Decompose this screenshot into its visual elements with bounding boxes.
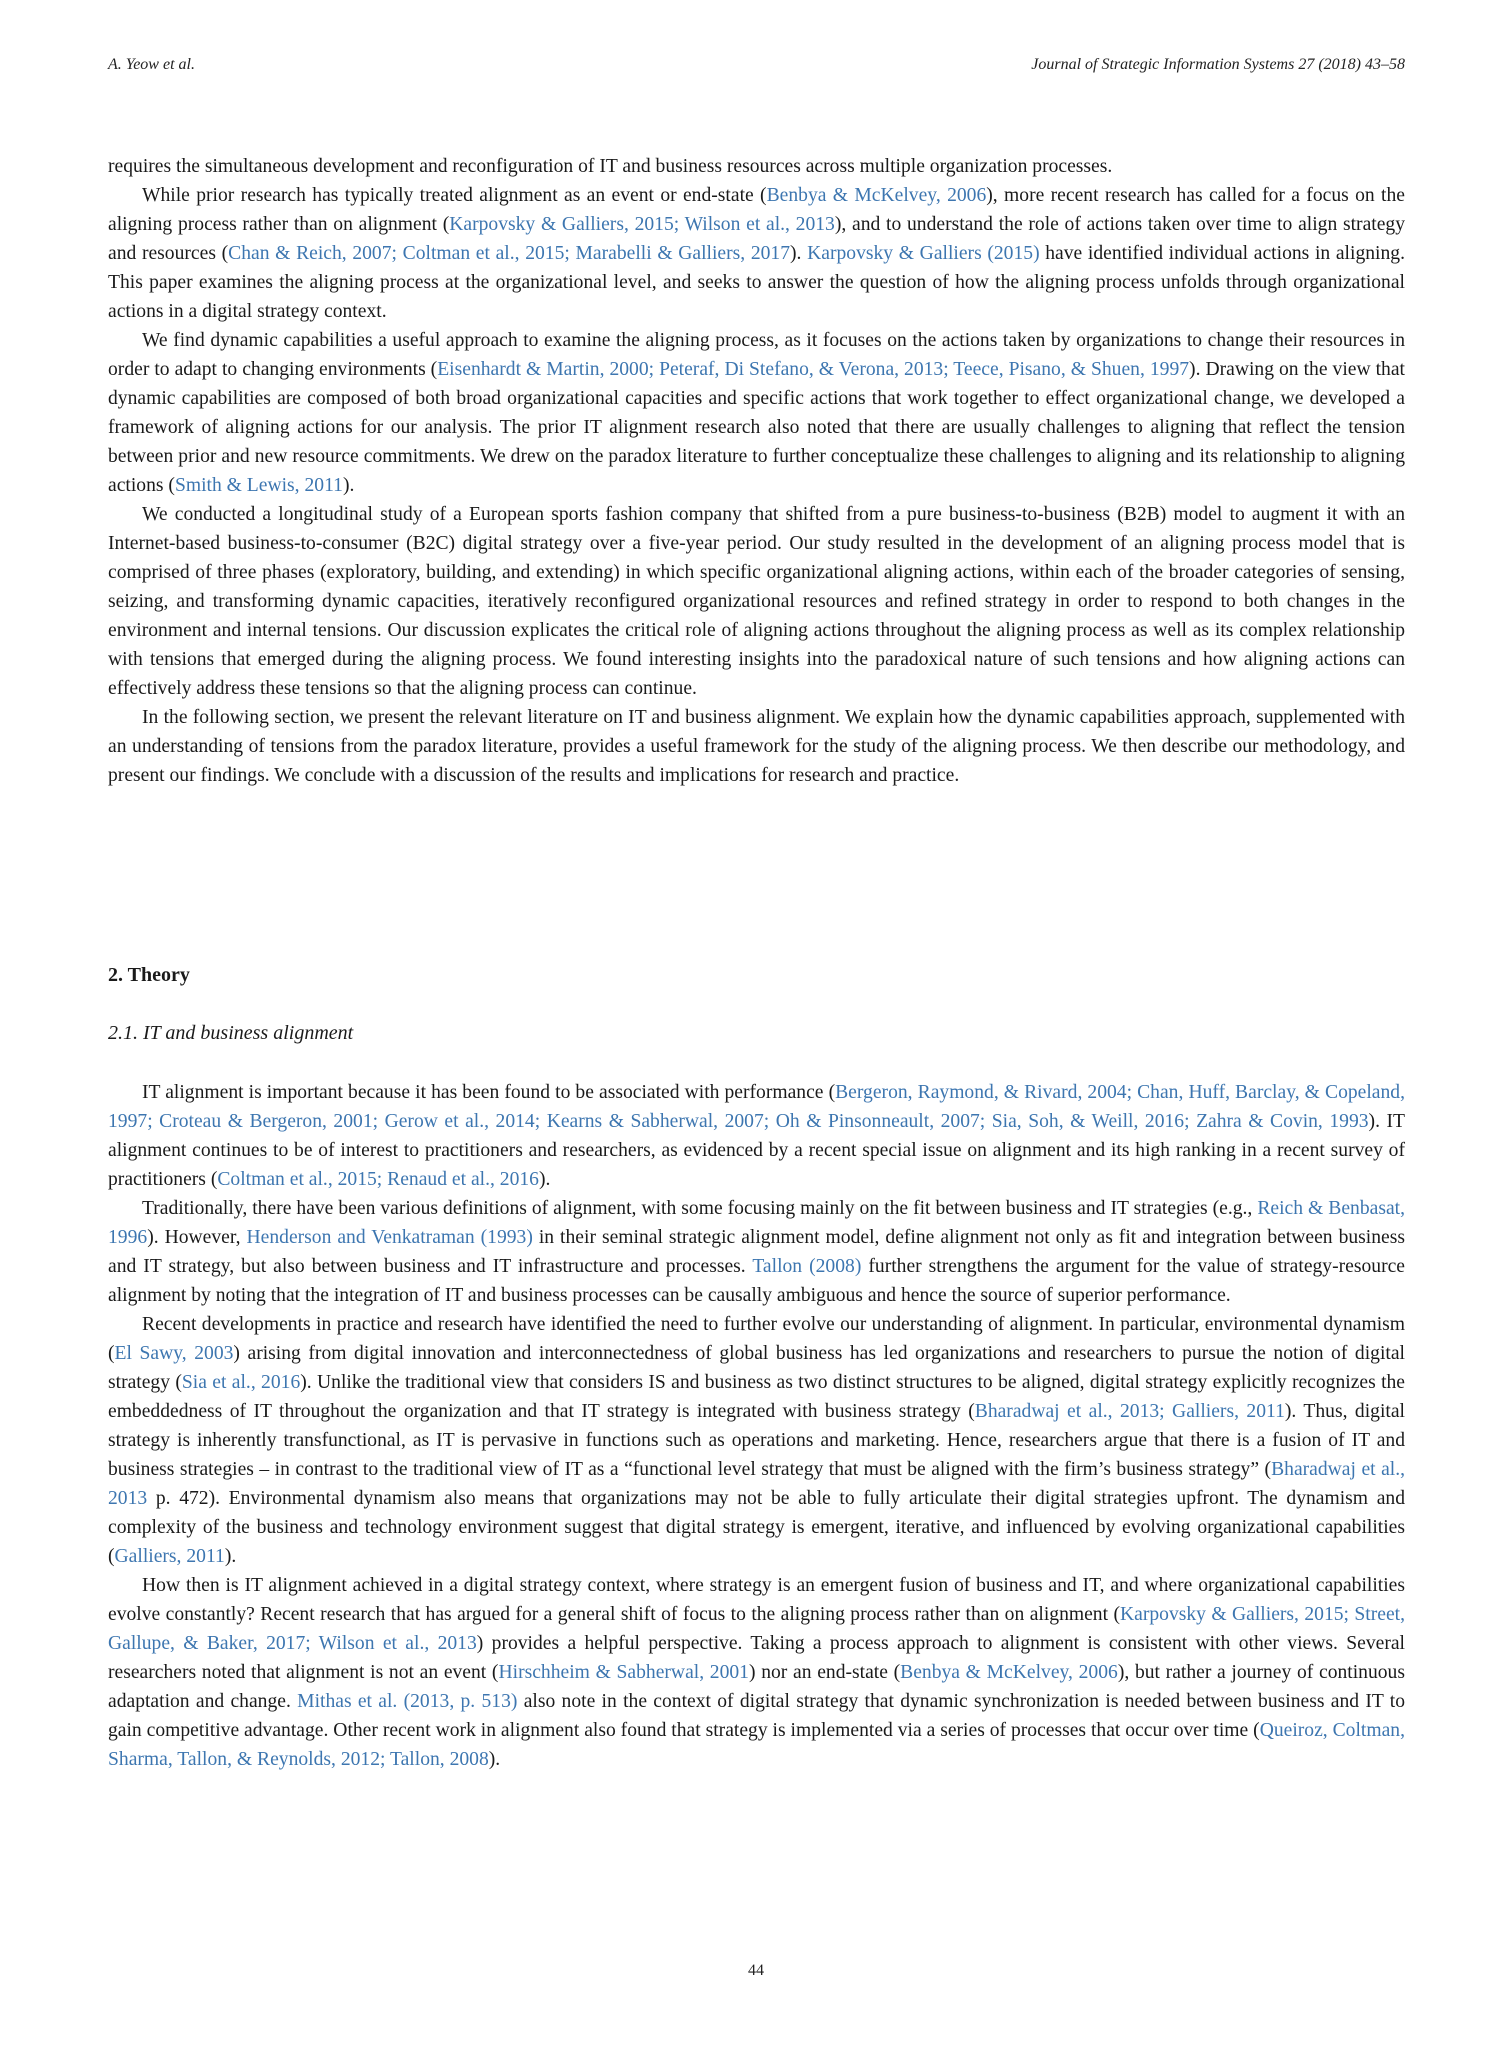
- citation-link[interactable]: Sia et al., 2016: [181, 1372, 301, 1393]
- citation-link[interactable]: Hirschheim & Sabherwal, 2001: [498, 1662, 749, 1683]
- paragraph: Recent developments in practice and research have identified the need to further evolve our understanding of alignment. In particular, environmental dynamism (El Sawy, 2003) arising from digital innovation and interconnectedness of global business has led organizations and researchers to pursue the notion of digital strategy (Sia et al., 2016). Unlike the traditional view that considers IS and business as two distinct structures to be aligned, digital strategy explicitly recognizes the embeddedness of IT throughout the organization and that IT strategy is integrated with business strategy (Bharadwaj et al., 2013; Galliers, 2011). Thus, digital strategy is inherently transfunctional, as IT is pervasive in functions such as operations and marketing. Hence, researchers argue that there is a fusion of IT and business strategies – in contrast to the traditional view of IT as a “functional level strategy that must be aligned with the firm’s business strategy” (Bharadwaj et al., 2013 p. 472). Environmental dynamism also means that organizations may not be able to fully articulate their digital strategies upfront. The dynamism and complexity of the business and technology environment suggest that digital strategy is emergent, iterative, and influenced by evolving organizational capabilities (Galliers, 2011).: [108, 1314, 1406, 1567]
- citation-link[interactable]: Tallon (2008): [752, 1256, 862, 1277]
- paragraph: While prior research has typically treated alignment as an event or end-state (Benbya & McKelvey, 2006), more recent research has called for a focus on the aligning process rather than on alignment (Karpovsky & Galliers, 2015; Wilson et al., 2013), and to understand the role of actions taken over time to align strategy and resources (Chan & Reich, 2007; Coltman et al., 2015; Marabelli & Galliers, 2017). Karpovsky & Galliers (2015) have identified individual actions in aligning. This paper examines the aligning process at the organizational level, and seeks to answer the question of how the aligning process unfolds through organizational actions in a digital strategy context.: [108, 185, 1405, 322]
- introduction-text: [108, 152, 1405, 790]
- citation-link[interactable]: Bergeron, Raymond, & Rivard, 2004; Chan, Huff, Barclay, & Copeland, 1997; Croteau & Bergeron, 2001; Gerow et al., 2014; Kearns & Sabherwal, 2007; Oh & Pinsonneault, 2007; Sia, Soh, & Weill, 2016; Zahra & Covin, 1993: [108, 1082, 1405, 1132]
- running-head-authors: A. Yeow et al.: [108, 56, 195, 73]
- citation-link[interactable]: Bharadwaj et al., 2013; Galliers, 2011: [974, 1401, 1285, 1422]
- citation-link[interactable]: Benbya & McKelvey, 2006: [766, 185, 987, 206]
- paragraph: We find dynamic capabilities a useful approach to examine the aligning process, as it focuses on the actions taken by organizations to change their resources in order to adapt to changing environments (Eisenhardt & Martin, 2000; Peteraf, Di Stefano, & Verona, 2013; Teece, Pisano, & Shuen, 1997). Drawing on the view that dynamic capabilities are composed of both broad organizational capacities and specific actions that work together to effect organizational change, we developed a framework of aligning actions for our analysis. The prior IT alignment research also noted that there are usually challenges to aligning that reflect the tension between prior and new resource commitments. We drew on the paradox literature to further conceptualize these challenges to aligning and its relationship to aligning actions (Smith & Lewis, 2011).: [108, 330, 1405, 496]
- paragraph: Traditionally, there have been various definitions of alignment, with some focusing mainly on the fit between business and IT strategies (e.g., Reich & Benbasat, 1996). However, Henderson and Venkatraman (1993) in their seminal strategic alignment model, define alignment not only as fit and integration between business and IT strategy, but also between business and IT infrastructure and processes. Tallon (2008) further strengthens the argument for the value of strategy-resource alignment by noting that the integration of IT and business processes can be causally ambiguous and hence the source of superior performance.: [108, 1198, 1405, 1306]
- paragraph: We conducted a longitudinal study of a European sports fashion company that shifted from a pure business-to-business (B2B) model to augment it with an Internet-based business-to-consumer (B2C) digital strategy over a five-year period. Our study resulted in the development of an aligning process model that is comprised of three phases (exploratory, building, and extending) in which specific organizational aligning actions, within each of the broader categories of sensing, seizing, and transforming dynamic capacities, iteratively reconfigured organizational resources and refined strategy in order to respond to both changes in the environment and internal tensions. Our discussion explicates the critical role of aligning actions throughout the aligning process as well as its complex relationship with tensions that emerged during the aligning process. We found interesting insights into the paradoxical nature of such tensions and how aligning actions can effectively address these tensions so that the aligning process can continue.: [108, 504, 1405, 699]
- paragraph: How then is IT alignment achieved in a digital strategy context, where strategy is an emergent fusion of business and IT, and where organizational capabilities evolve constantly? Recent research that has argued for a general shift of focus to the aligning process rather than on alignment (Karpovsky & Galliers, 2015; Street, Gallupe, & Baker, 2017; Wilson et al., 2013) provides a helpful perspective. Taking a process approach to alignment is consistent with other views. Several researchers noted that alignment is not an event (Hirschheim & Sabherwal, 2001) nor an end-state (Benbya & McKelvey, 2006), but rather a journey of continuous adaptation and change. Mithas et al. (2013, p. 513) also note in the context of digital strategy that dynamic synchronization is needed between business and IT to gain competitive advantage. Other recent work in alignment also found that strategy is implemented via a series of processes that occur over time (Queiroz, Coltman, Sharma, Tallon, & Reynolds, 2012; Tallon, 2008).: [108, 1575, 1405, 1770]
- section-2-text: [108, 1078, 1405, 1774]
- paragraph: IT alignment is important because it has been found to be associated with performance (Bergeron, Raymond, & Rivard, 2004; Chan, Huff, Barclay, & Copeland, 1997; Croteau & Bergeron, 2001; Gerow et al., 2014; Kearns & Sabherwal, 2007; Oh & Pinsonneault, 2007; Sia, Soh, & Weill, 2016; Zahra & Covin, 1993). IT alignment continues to be of interest to practitioners and researchers, as evidenced by a recent special issue on alignment and its high ranking in a recent survey of practitioners (Coltman et al., 2015; Renaud et al., 2016).: [108, 1082, 1405, 1190]
- citation-link[interactable]: Mithas et al. (2013, p. 513): [297, 1691, 518, 1712]
- paragraph: In the following section, we present the relevant literature on IT and business alignment. We explain how the dynamic capabilities approach, supplemented with an understanding of tensions from the paradox literature, provides a useful framework for the study of the aligning process. We then describe our methodology, and present our findings. We conclude with a discussion of the results and implications for research and practice.: [108, 707, 1405, 786]
- citation-link[interactable]: Karpovsky & Galliers, 2015; Street, Gallupe, & Baker, 2017; Wilson et al., 2013: [108, 1604, 1405, 1654]
- citation-link[interactable]: Smith & Lewis, 2011: [174, 475, 343, 496]
- citation-link[interactable]: Karpovsky & Galliers, 2015; Wilson et al., 2013: [449, 214, 835, 235]
- citation-link[interactable]: Reich & Benbasat, 1996: [108, 1198, 1405, 1248]
- citation-link[interactable]: Eisenhardt & Martin, 2000; Peteraf, Di Stefano, & Verona, 2013; Teece, Pisano, & Shuen, 1997: [437, 359, 1190, 380]
- citation-link[interactable]: Benbya & McKelvey, 2006: [900, 1662, 1118, 1683]
- subsection-heading: 2.1. IT and business alignment: [108, 1022, 354, 1044]
- citation-link[interactable]: Chan & Reich, 2007; Coltman et al., 2015; Marabelli & Galliers, 2017: [228, 243, 791, 264]
- running-head-journal: Journal of Strategic Information Systems 27 (2018) 43–58: [1031, 56, 1405, 73]
- citation-link[interactable]: Henderson and Venkatraman (1993): [246, 1227, 533, 1248]
- citation-link[interactable]: Coltman et al., 2015; Renaud et al., 2016: [217, 1169, 539, 1190]
- running-head: [108, 56, 1405, 74]
- citation-link[interactable]: Bharadwaj et al., 2013: [108, 1459, 1406, 1509]
- citation-link[interactable]: Karpovsky & Galliers (2015): [807, 243, 1040, 264]
- section-heading: 2. Theory: [108, 964, 190, 986]
- citation-link[interactable]: Galliers, 2011: [114, 1546, 225, 1567]
- citation-link[interactable]: Queiroz, Coltman, Sharma, Tallon, & Reynolds, 2012; Tallon, 2008: [108, 1720, 1405, 1770]
- page-number: 44: [748, 1962, 764, 1979]
- citation-link[interactable]: El Sawy, 2003: [114, 1343, 234, 1364]
- paragraph: requires the simultaneous development and reconfiguration of IT and business resources across multiple organization processes.: [108, 156, 1113, 177]
